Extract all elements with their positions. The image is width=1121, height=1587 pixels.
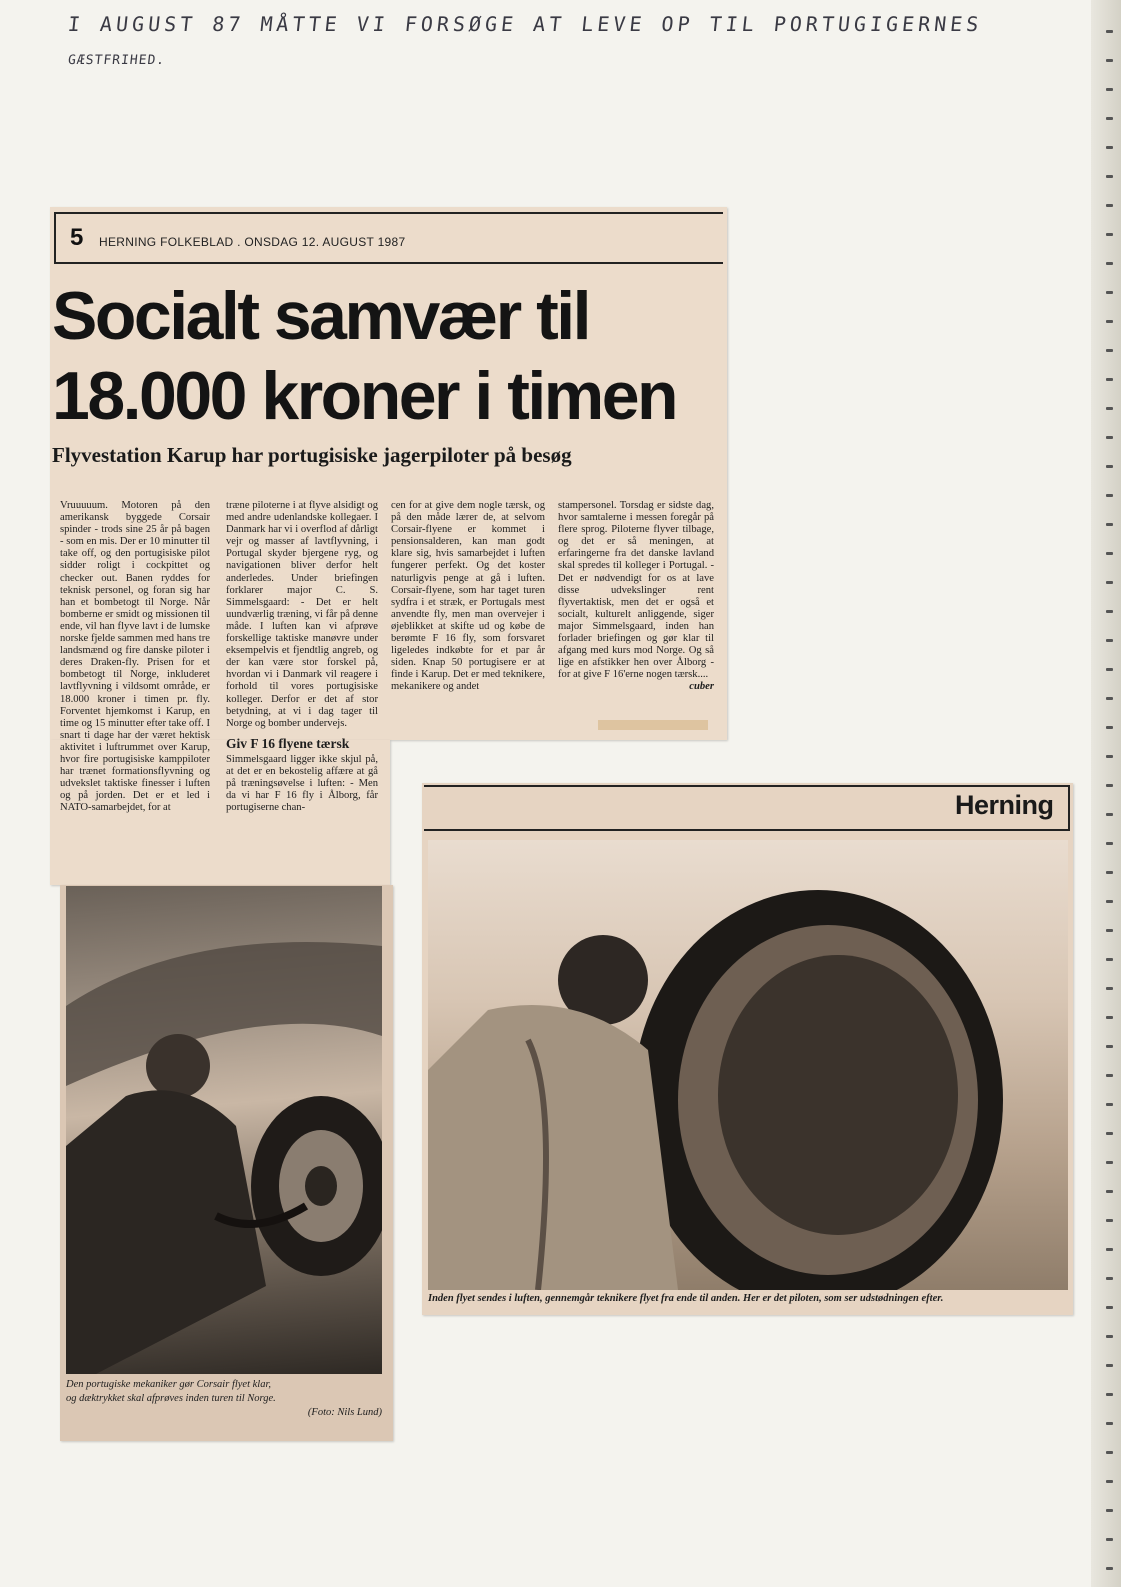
punch-hole — [1106, 1306, 1113, 1309]
section-label: Herning — [955, 790, 1054, 820]
punch-hole — [1106, 871, 1113, 874]
article-text: cen for at give dem nogle tærsk, og på den måde lærer de, at selvom Corsair-flyene er kommet i pensionsalderen, kan man godt klare sig, hvis samarbejdet i luften fungerer perfekt. Og det koster naturligvis penge at gå i luften. Corsair-flyene, som har taget turen sydfra i et stræk, er Portugals mest anvendte fly, men man overvejer i øjeblikket at skifte ud og købe de berømte F 16 fly, som forsvaret ligeledes indkøbte for et par år siden. Knap 50 portugisere er at finde i Karup. Det er med teknikere, mekanikere og andet — [391, 500, 545, 693]
article-column-2 — [226, 500, 378, 814]
caption-line: og dæktrykket skal afprøves inden turen til Norge. — [66, 1393, 276, 1404]
mechanic-photo-illustration — [66, 886, 382, 1374]
punch-hole — [1106, 349, 1113, 352]
punch-hole — [1106, 1161, 1113, 1164]
punch-hole — [1106, 175, 1113, 178]
punch-hole — [1106, 320, 1113, 323]
punch-hole — [1106, 900, 1113, 903]
punch-hole — [1106, 291, 1113, 294]
punch-hole — [1106, 378, 1113, 381]
punch-hole — [1106, 1567, 1113, 1570]
headline-line2: 18.000 kroner i timen — [52, 358, 677, 434]
album-page-edge — [1091, 0, 1121, 1587]
page-number: 5 — [70, 224, 84, 251]
punch-hole — [1106, 1451, 1113, 1454]
punch-hole — [1106, 1480, 1113, 1483]
masthead: HERNING FOLKEBLAD . ONSDAG 12. AUGUST 1987 — [99, 235, 406, 249]
punch-hole — [1106, 1132, 1113, 1135]
paper-stamp-mark — [598, 720, 708, 730]
punch-hole — [1106, 233, 1113, 236]
article-column-3 — [391, 500, 545, 694]
punch-hole — [1106, 929, 1113, 932]
punch-hole — [1106, 1074, 1113, 1077]
punch-hole — [1106, 1538, 1113, 1541]
punch-hole — [1106, 726, 1113, 729]
punch-hole — [1106, 842, 1113, 845]
punch-hole — [1106, 523, 1113, 526]
mechanic-photo — [66, 886, 382, 1374]
article-text: træne piloterne i at flyve alsidigt og med andre udenlandske kollegaer. I Danmark har vi i overflod af dårligt vejr og masser af lavtflyvning, i Portugal skyder bjergene ryg, og navigationen bliver derfor helt anderledes. Under briefingen forklarer major C. S. Simmelsgaard: - Det er helt uundværlig træning, vi får på denne måde. I luften kan vi afprøve forskellige taktiske manøvre under eksempelvis et fjendtlig angreb, og der kan være stor forskel på, hvordan vi i Danmark vil reagere i forhold til vores portugisiske kolleger. Derfor er det af stor betydning, at vi i dag tager til Norge og bomber undervejs. — [226, 500, 378, 729]
punch-hole — [1106, 146, 1113, 149]
punch-hole — [1106, 813, 1113, 816]
punch-hole — [1106, 987, 1113, 990]
punch-hole — [1106, 407, 1113, 410]
punch-hole — [1106, 1277, 1113, 1280]
punch-hole — [1106, 59, 1113, 62]
headline — [52, 276, 722, 436]
punch-hole — [1106, 1045, 1113, 1048]
punch-hole — [1106, 117, 1113, 120]
punch-hole — [1106, 494, 1113, 497]
punch-hole — [1106, 1335, 1113, 1338]
caption-line: Den portugiske mekaniker gør Corsair flyet klar, — [66, 1379, 272, 1390]
punch-hole — [1106, 552, 1113, 555]
byline: cuber — [689, 681, 714, 693]
punch-hole — [1106, 581, 1113, 584]
photo-credit: (Foto: Nils Lund) — [307, 1407, 382, 1418]
punch-hole — [1106, 1219, 1113, 1222]
punch-hole — [1106, 639, 1113, 642]
punch-hole — [1106, 1364, 1113, 1367]
article-text: Vruuuuum. Motoren på den amerikansk byggede Corsair spinder - trods sine 25 år på bagen - som en mis. Der er 10 minutter til take off, og den portugisiske pilot sidder roligt i cockpittet og checker out. Banen ryddes for teknisk personel, og foran sig har han et bombetogt til Norge. Når bomberne er smidt og missionen til ende, vil han flyve lavt i de lumske norske fjelde sammen med hans tre landsmænd og fire danske piloter i deres Draken-fly. Prisen for et bombetogt til Norge, inkluderet lavtflyvning i vildsomt område, er 18.000 kroner i timen pr. fly. Forventet hjemkomst i Karup, en time og 15 minutter efter take off. I snart ti dage har der været hektisk aktivitet i luftrummet over Karup, hvor fire portugisiske kamppiloter har trænet formationsflyvning og udvekslet taktiske finesser i luften og på jorden. Det er et led i NATO-samarbejdet, for at — [60, 500, 210, 814]
article-text: Simmelsgaard ligger ikke skjul på, at det er en bekostelig affære at gå på træningsøvelse i luften: - Men da vi har F 16 fly i Ålborg, får portugiserne chan- — [226, 753, 378, 814]
punch-hole — [1106, 610, 1113, 613]
article-column-4 — [558, 500, 714, 694]
photo2-caption: Inden flyet sendes i luften, gennemgår teknikere flyet fra ende til anden. Her er det piloten, som ser udstødningen efter. — [428, 1293, 944, 1304]
punch-hole — [1106, 436, 1113, 439]
article-column-1 — [60, 500, 210, 814]
punch-hole — [1106, 784, 1113, 787]
punch-hole — [1106, 30, 1113, 33]
pilot-exhaust-photo-illustration — [428, 840, 1068, 1290]
punch-hole — [1106, 1016, 1113, 1019]
punch-hole — [1106, 88, 1113, 91]
punch-hole — [1106, 262, 1113, 265]
punch-hole — [1106, 1248, 1113, 1251]
pilot-exhaust-photo — [428, 840, 1068, 1290]
punch-hole — [1106, 1190, 1113, 1193]
punch-hole — [1106, 755, 1113, 758]
handwritten-note-line1: I AUGUST 87 MÅTTE VI FORSØGE AT LEVE OP TIL PORTUGIGERNES — [66, 12, 984, 36]
article-crosshead: Giv F 16 flyene tærsk — [226, 735, 350, 751]
subheadline: Flyvestation Karup har portugisiske jagerpiloter på besøg — [52, 443, 572, 467]
punch-hole — [1106, 1422, 1113, 1425]
punch-hole — [1106, 697, 1113, 700]
punch-hole — [1106, 668, 1113, 671]
punch-hole — [1106, 1509, 1113, 1512]
punch-hole — [1106, 204, 1113, 207]
punch-hole — [1106, 465, 1113, 468]
punch-hole — [1106, 958, 1113, 961]
photo1-caption — [66, 1378, 382, 1420]
punch-hole — [1106, 1103, 1113, 1106]
handwritten-note-line2: GÆSTFRIHED. — [67, 53, 166, 68]
article-text: stampersonel. Torsdag er sidste dag, hvor samtalerne i messen foregår på flere sprog. Piloterne flyver tilbage, og det er så meningen, at erfaringerne fra det danske lavland skal spredes til kolleger i Portugal. - Det er nødvendigt for os at lave disse udvekslinger rent flyvertaktisk, men det er også et socialt, kulturelt anliggende, siger major Simmelsgaard, inden han forlader briefingen og gør klar til afgang med kurs mod Norge. Og så lige en afstikker hen over Ålborg - for at give F 16'erne nogen tærsk.... — [558, 500, 714, 681]
punch-hole — [1106, 1393, 1113, 1396]
headline-line1: Socialt samvær til — [52, 278, 590, 354]
